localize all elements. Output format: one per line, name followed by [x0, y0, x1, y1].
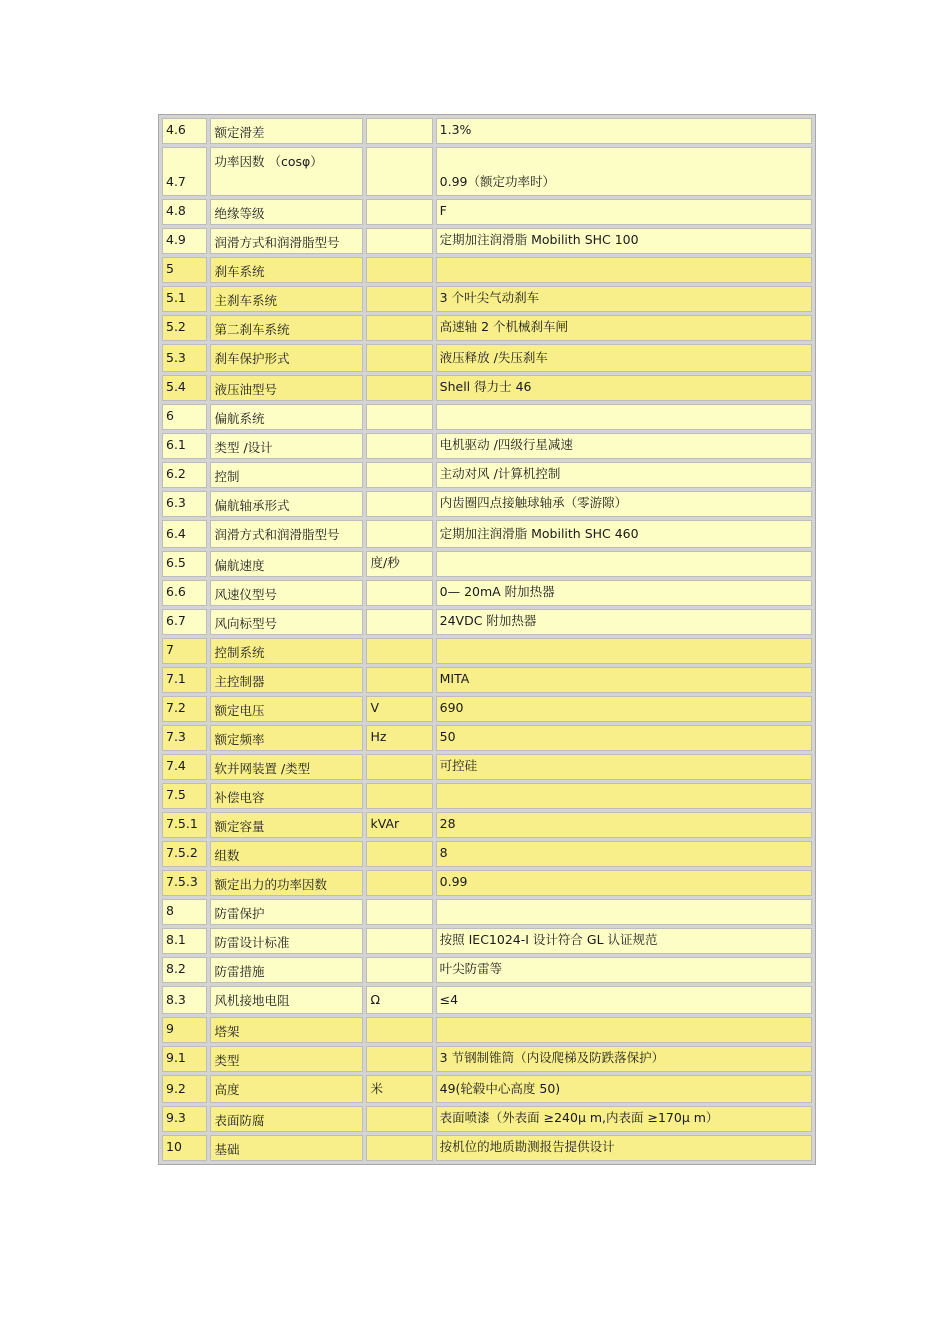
row-id: 6.1: [162, 433, 207, 459]
row-name: 防雷设计标准: [210, 928, 363, 954]
row-id: 8.1: [162, 928, 207, 954]
table-row: [162, 344, 812, 372]
row-id: 5: [162, 257, 207, 283]
row-id: 9.1: [162, 1046, 207, 1072]
row-unit: [366, 462, 432, 488]
row-name: 防雷措施: [210, 957, 363, 983]
row-name: 润滑方式和润滑脂型号: [210, 520, 363, 548]
row-name: 防雷保护: [210, 899, 363, 925]
row-unit: [366, 1046, 432, 1072]
table-row: [162, 404, 812, 430]
table-row: [162, 783, 812, 809]
row-value: MITA: [436, 667, 812, 693]
row-value: 按机位的地质勘测报告提供设计: [436, 1135, 812, 1161]
row-unit: [366, 841, 432, 867]
table-row: [162, 1017, 812, 1043]
row-id: 6.3: [162, 491, 207, 517]
table-row: [162, 1046, 812, 1072]
row-value: 3 节钢制锥筒（内设爬梯及防跌落保护）: [436, 1046, 812, 1072]
table-row: [162, 986, 812, 1014]
row-id: 5.2: [162, 315, 207, 341]
row-value: [436, 783, 812, 809]
row-name: 液压油型号: [210, 375, 363, 401]
row-id: 5.4: [162, 375, 207, 401]
row-unit: [366, 957, 432, 983]
row-unit: Hz: [366, 725, 432, 751]
row-name: 润滑方式和润滑脂型号: [210, 228, 363, 254]
table-row: [162, 899, 812, 925]
row-id: 8.2: [162, 957, 207, 983]
row-unit: [366, 520, 432, 548]
row-unit: [366, 404, 432, 430]
row-value: 可控硅: [436, 754, 812, 780]
table-row: [162, 551, 812, 577]
row-unit: 度/秒: [366, 551, 432, 577]
row-name: 风速仪型号: [210, 580, 363, 606]
table-row: [162, 580, 812, 606]
row-unit: [366, 928, 432, 954]
row-id: 9.3: [162, 1106, 207, 1132]
row-id: 7.3: [162, 725, 207, 751]
row-name: 表面防腐: [210, 1106, 363, 1132]
row-unit: [366, 375, 432, 401]
row-name: 主控制器: [210, 667, 363, 693]
row-value: 28: [436, 812, 812, 838]
row-name: 偏航速度: [210, 551, 363, 577]
row-value: ≤4: [436, 986, 812, 1014]
row-id: 7.5.1: [162, 812, 207, 838]
row-name: 额定滑差: [210, 118, 363, 144]
row-unit: [366, 609, 432, 635]
table-row: [162, 286, 812, 312]
row-value: 0.99（额定功率时）: [436, 147, 812, 196]
row-unit: [366, 754, 432, 780]
row-id: 4.7: [162, 147, 207, 196]
row-value: 24VDC 附加热器: [436, 609, 812, 635]
table-row: [162, 870, 812, 896]
table-row: [162, 609, 812, 635]
row-id: 7.4: [162, 754, 207, 780]
row-unit: [366, 118, 432, 144]
row-id: 5.1: [162, 286, 207, 312]
row-unit: [366, 257, 432, 283]
row-value: 电机驱动 /四级行星减速: [436, 433, 812, 459]
row-name: 组数: [210, 841, 363, 867]
row-name: 刹车系统: [210, 257, 363, 283]
row-unit: [366, 870, 432, 896]
row-id: 7.5.3: [162, 870, 207, 896]
row-id: 7.1: [162, 667, 207, 693]
row-unit: [366, 344, 432, 372]
row-value: 内齿圈四点接触球轴承（零游隙）: [436, 491, 812, 517]
table-row: [162, 491, 812, 517]
row-value: 0.99: [436, 870, 812, 896]
row-value: [436, 638, 812, 664]
row-unit: [366, 491, 432, 517]
row-name: 补偿电容: [210, 783, 363, 809]
row-value: 49(轮毂中心高度 50): [436, 1075, 812, 1103]
spec-table: [158, 114, 816, 1165]
row-name: 基础: [210, 1135, 363, 1161]
row-name: 风机接地电阻: [210, 986, 363, 1014]
row-value: 液压释放 /失压刹车: [436, 344, 812, 372]
row-name: 功率因数 （cosφ）: [210, 147, 363, 196]
row-value: 表面喷漆（外表面 ≥240μ m,内表面 ≥170μ m）: [436, 1106, 812, 1132]
table-row: [162, 754, 812, 780]
row-value: 定期加注润滑脂 Mobilith SHC 460: [436, 520, 812, 548]
row-name: 额定频率: [210, 725, 363, 751]
row-name: 额定电压: [210, 696, 363, 722]
row-value: 690: [436, 696, 812, 722]
row-unit: [366, 433, 432, 459]
row-unit: 米: [366, 1075, 432, 1103]
row-value: [436, 1017, 812, 1043]
row-id: 4.6: [162, 118, 207, 144]
row-value: 1.3%: [436, 118, 812, 144]
row-unit: [366, 667, 432, 693]
row-value: Shell 得力士 46: [436, 375, 812, 401]
row-value: 50: [436, 725, 812, 751]
row-unit: [366, 199, 432, 225]
table-row: [162, 199, 812, 225]
row-value: 3 个叶尖气动刹车: [436, 286, 812, 312]
row-id: 6.2: [162, 462, 207, 488]
row-value: [436, 899, 812, 925]
row-unit: V: [366, 696, 432, 722]
table-row: [162, 928, 812, 954]
table-row: [162, 696, 812, 722]
row-value: 按照 IEC1024-I 设计符合 GL 认证规范: [436, 928, 812, 954]
row-unit: Ω: [366, 986, 432, 1014]
table-row: [162, 315, 812, 341]
table-row: [162, 1135, 812, 1161]
table-row: [162, 812, 812, 838]
row-value: 0— 20mA 附加热器: [436, 580, 812, 606]
row-id: 9.2: [162, 1075, 207, 1103]
row-name: 额定容量: [210, 812, 363, 838]
row-id: 7.2: [162, 696, 207, 722]
table-row: [162, 638, 812, 664]
row-name: 类型 /设计: [210, 433, 363, 459]
row-unit: [366, 315, 432, 341]
row-id: 5.3: [162, 344, 207, 372]
row-id: 8.3: [162, 986, 207, 1014]
table-row: [162, 118, 812, 144]
row-id: 4.9: [162, 228, 207, 254]
row-value: 叶尖防雷等: [436, 957, 812, 983]
row-name: 控制系统: [210, 638, 363, 664]
row-value: [436, 404, 812, 430]
row-name: 软并网装置 /类型: [210, 754, 363, 780]
row-unit: [366, 580, 432, 606]
table-row: [162, 725, 812, 751]
row-id: 6.5: [162, 551, 207, 577]
row-id: 7: [162, 638, 207, 664]
row-unit: [366, 1135, 432, 1161]
table-row: [162, 667, 812, 693]
row-unit: [366, 147, 432, 196]
row-name: 风向标型号: [210, 609, 363, 635]
row-id: 6: [162, 404, 207, 430]
row-name: 刹车保护形式: [210, 344, 363, 372]
row-name: 偏航系统: [210, 404, 363, 430]
row-unit: kVAr: [366, 812, 432, 838]
row-name: 控制: [210, 462, 363, 488]
row-value: 主动对风 /计算机控制: [436, 462, 812, 488]
row-id: 8: [162, 899, 207, 925]
row-id: 6.4: [162, 520, 207, 548]
table-row: [162, 147, 812, 196]
row-unit: [366, 899, 432, 925]
row-name: 主刹车系统: [210, 286, 363, 312]
row-value: [436, 551, 812, 577]
row-unit: [366, 228, 432, 254]
row-unit: [366, 783, 432, 809]
table-row: [162, 228, 812, 254]
row-value: 高速轴 2 个机械刹车闸: [436, 315, 812, 341]
row-unit: [366, 1106, 432, 1132]
row-name: 绝缘等级: [210, 199, 363, 225]
row-name: 额定出力的功率因数: [210, 870, 363, 896]
table-row: [162, 462, 812, 488]
table-row: [162, 433, 812, 459]
table-row: [162, 957, 812, 983]
row-id: 6.7: [162, 609, 207, 635]
row-value: 8: [436, 841, 812, 867]
row-name: 偏航轴承形式: [210, 491, 363, 517]
row-value: 定期加注润滑脂 Mobilith SHC 100: [436, 228, 812, 254]
row-id: 9: [162, 1017, 207, 1043]
row-unit: [366, 286, 432, 312]
row-name: 类型: [210, 1046, 363, 1072]
row-name: 高度: [210, 1075, 363, 1103]
row-name: 塔架: [210, 1017, 363, 1043]
row-unit: [366, 1017, 432, 1043]
row-id: 4.8: [162, 199, 207, 225]
row-value: [436, 257, 812, 283]
row-unit: [366, 638, 432, 664]
table-row: [162, 1075, 812, 1103]
row-id: 10: [162, 1135, 207, 1161]
table-row: [162, 257, 812, 283]
table-row: [162, 841, 812, 867]
row-value: F: [436, 199, 812, 225]
row-name: 第二刹车系统: [210, 315, 363, 341]
row-id: 7.5.2: [162, 841, 207, 867]
table-row: [162, 520, 812, 548]
row-id: 7.5: [162, 783, 207, 809]
table-row: [162, 1106, 812, 1132]
row-id: 6.6: [162, 580, 207, 606]
table-row: [162, 375, 812, 401]
